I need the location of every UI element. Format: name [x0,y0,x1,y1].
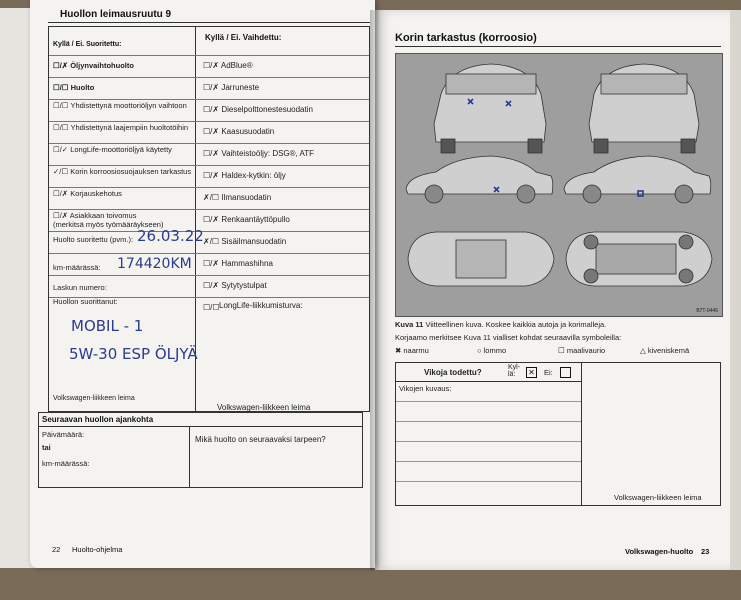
defects-yes-label: Kyl- lä: [508,364,521,378]
item-customer-wish[interactable]: ☐/✗ Asiakkaan toivomus (merkitsä myös työmääräykseen) [53,211,164,229]
item-longlife-oil[interactable]: ☐/✓ LongLife-moottoriöljyä käytetty [53,145,172,154]
left-vw-stamp-label: Volkswagen-liikkeen leima [53,395,135,402]
symbol-instruction: Korjaamo merkitsee Kuva 11 vialliset kohdat seuraavilla symboleilla: [395,333,622,342]
symbol-stone-chip: △ kiveniskemä [640,346,690,355]
left-page [30,0,375,568]
title-rule [395,46,721,47]
left-column-header: Kyllä / Ei. Suoritettu: [53,41,122,48]
item-service[interactable]: ☐/☐ Huolto [53,83,95,92]
next-service-table [38,412,363,488]
item-diesel-filter[interactable]: ☐/✗ Dieselpolttonestesuodatin [203,105,313,114]
item-spark-plugs[interactable]: ☐/✗ Sytytystulpat [203,281,267,290]
defects-no-checkbox[interactable] [560,367,571,378]
next-km-label: km-määrässä: [42,459,90,468]
handwritten-oil-grade: 5W-30 ESP ÖLJYÄ [69,345,198,363]
next-date-label: Päivämäärä: [42,430,85,439]
item-empty-checkbox[interactable]: ☐/☐ [203,303,220,312]
km-value: 174420KM [117,256,192,272]
car-figure [395,53,723,317]
next-what-label: Mikä huolto on seuraavaksi tarpeen? [195,435,326,444]
left-page-title: Huollon leimausruutu 9 [60,9,172,20]
item-air-filter[interactable]: ✗/☐ Ilmansuodatin [203,193,272,202]
caption-text: Viitteellinen kuva. Koskee kaikkia autoja ja korimalleja. [425,320,607,329]
symbol-scratch: ✖ naarmu [395,346,429,355]
right-page [375,10,730,570]
defects-no-label: Ei: [544,368,553,377]
item-cabin-filter[interactable]: ✗/☐ Sisäilmansuodatin [203,237,287,246]
or-label: tai [42,443,51,452]
item-with-extended-service[interactable]: ☐/☐ Yhdistettynä laajempiin huoltotöihin [53,123,189,132]
defects-yes-checkbox[interactable]: ✕ [526,367,537,378]
invoice-label: Laskun numero: [53,283,107,292]
right-page-number: 23 [701,547,710,556]
longlife-label: LongLife-liikkumisturva: [219,301,303,310]
item-oil-change[interactable]: ☐/✗ Öljynvaihtohuolto [53,61,134,70]
left-footer-label: Huolto-ohjelma [72,545,123,554]
item-repair-request[interactable]: ☐/✗ Korjauskehotus [53,189,122,198]
figure-caption [395,320,606,329]
right-page-title: Korin tarkastus (korroosio) [395,32,537,44]
item-gearbox-oil[interactable]: ☐/✗ Vaihteistoöljy: DSG®, ATF [203,149,315,158]
defects-description-label: Vikojen kuvaus: [399,384,452,393]
figure-code: B7T-0446 [696,308,718,314]
right-vw-stamp-label-left: Volkswagen-liikkeen leima [217,403,311,412]
right-footer-brand: Volkswagen-huolto [625,547,694,556]
defects-question: Vikoja todettu? [424,368,482,377]
right-column-header: Kyllä / Ei. Vaihdettu: [205,33,282,42]
item-tyre-bottle[interactable]: ☐/✗ Renkaantäyttöpullo [203,215,290,224]
service-date-label: Huolto suoritettu (pvm.): [53,235,134,244]
book-spine [370,10,380,570]
km-label: km-määrässä: [53,263,101,272]
item-corrosion-check[interactable]: ✓/☐ Korin korroosiosuojauksen tarkastus [53,167,192,176]
service-date-value: 26.03.22 [137,227,204,245]
left-page-number: 22 [52,545,61,554]
item-adblue[interactable]: ☐/✗ AdBlue® [203,61,253,70]
caption-prefix: Kuva 11 [395,320,424,329]
item-gas-filter[interactable]: ☐/✗ Kaasusuodatin [203,127,275,136]
car-diagram [396,54,722,316]
performed-by-label: Huollon suorittanut: [53,297,118,306]
item-timing-belt[interactable]: ☐/✗ Hammashihna [203,259,273,268]
right-vw-stamp-label: Volkswagen-liikkeen leima [614,493,702,502]
service-table [48,26,370,412]
handwritten-oil-brand: MOBIL - 1 [71,317,144,335]
defects-table [395,362,721,506]
item-haldex-oil[interactable]: ☐/✗ Haldex-kytkin: öljy [203,171,286,180]
item-with-oil-change[interactable]: ☐/☐ Yhdistettynä moottoriöljyn vaihtoon [53,101,187,110]
item-brake-fluid[interactable]: ☐/✗ Jarruneste [203,83,260,92]
symbol-paint-damage: ☐ maalivaurio [558,346,606,355]
next-service-title: Seuraavan huollon ajankohta [42,415,154,424]
symbol-dent: ○ lommo [477,346,507,355]
